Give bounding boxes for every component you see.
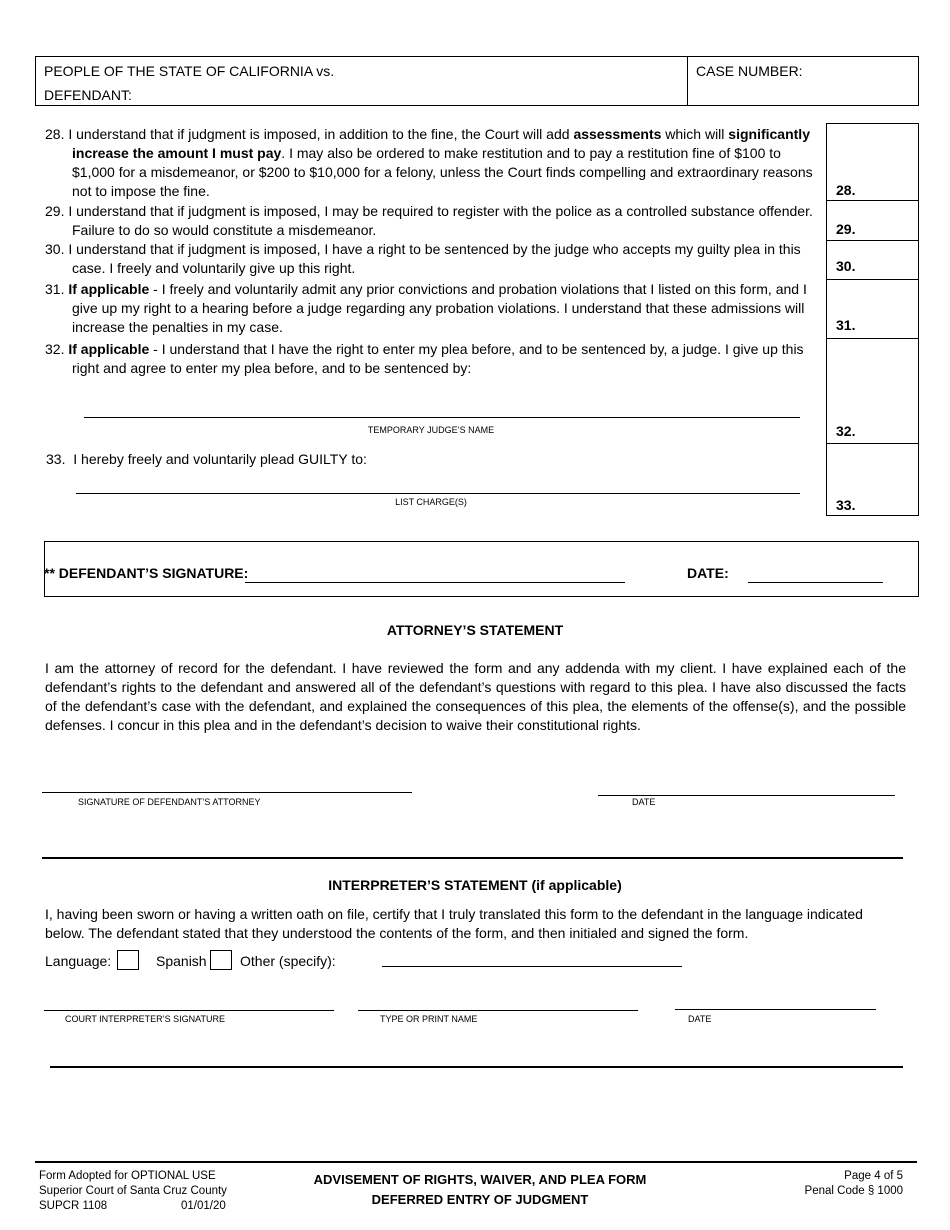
interpreter-statement-title: INTERPRETER’S STATEMENT (if applicable) (328, 877, 622, 893)
initials-box-29[interactable]: 29. (836, 221, 856, 237)
section-divider (50, 1066, 903, 1068)
item-number: 33. (46, 451, 66, 467)
form-title-line-2: DEFERRED ENTRY OF JUDGMENT (371, 1192, 589, 1207)
court-name: Superior Court of Santa Cruz County (39, 1185, 227, 1197)
interpreter-date-line[interactable] (675, 1009, 876, 1010)
attorney-signature-line[interactable] (42, 792, 412, 793)
spanish-checkbox[interactable] (210, 950, 232, 970)
interpreter-signature-label: COURT INTERPRETER’S SIGNATURE (65, 1014, 226, 1024)
charges-line[interactable] (76, 493, 800, 494)
initials-divider (826, 200, 919, 201)
attorney-statement-text: I am the attorney of record for the defendant. I have reviewed the form and any addenda with my client. I have explained each of the defendant’s rights to the defendant and answered all of the defendant’s questions with regard to this plea. I have also discussed the facts of the defendant’s case with the defendant, and explained the consequences of this plea, the elements of the offense(s), and the possible defenses. I concur in this plea and in the defendant’s decision to waive their constitutional rights. (45, 660, 906, 733)
temporary-judge-name-line[interactable] (84, 417, 800, 418)
form-adopted-text: Form Adopted for OPTIONAL USE (39, 1170, 216, 1182)
people-label: PEOPLE OF THE STATE OF CALIFORNIA vs. (44, 63, 335, 79)
initials-box-31[interactable]: 31. (836, 317, 856, 333)
form-id: SUPCR 1108 (39, 1200, 108, 1212)
spanish-label: Spanish (156, 953, 207, 969)
item-31: 31. If applicable - I freely and voluntarily admit any prior convictions and probation violations that I listed on this form, and I give up my right to a hearing before a judge regarding any probation violations. I understand that these admissions will increase the penalties in my case. (45, 281, 807, 335)
item-number: 30. (45, 241, 65, 257)
initials-box-33[interactable]: 33. (836, 497, 856, 513)
item-number: 28. (45, 126, 65, 142)
item-32: 32. If applicable - I understand that I have the right to enter my plea before, and to be sentenced by, a judge. I give up this right and agree to enter my plea before, and to be sentenced by: (45, 341, 804, 376)
initials-box-30[interactable]: 30. (836, 258, 856, 274)
attorney-date-label: DATE (632, 797, 656, 807)
initials-divider (826, 443, 919, 444)
case-header-divider (687, 56, 688, 106)
footer-left (39, 1169, 239, 1214)
section-divider (42, 857, 903, 859)
item-number: 29. (45, 203, 65, 219)
other-language-line[interactable] (382, 966, 682, 967)
other-specify-label: Other (specify): (240, 953, 336, 969)
interpreter-date-label: DATE (688, 1014, 712, 1024)
footer-right (760, 1169, 903, 1199)
defendant-label: DEFENDANT: (44, 87, 132, 103)
form-date: 01/01/20 (181, 1200, 226, 1212)
case-number-label: CASE NUMBER: (696, 63, 803, 79)
initials-divider (826, 279, 919, 280)
language-checkbox[interactable] (117, 950, 139, 970)
penal-code: Penal Code § 1000 (804, 1185, 903, 1197)
form-title-line-1: ADVISEMENT OF RIGHTS, WAIVER, AND PLEA FORM (313, 1172, 647, 1187)
footer-rule (35, 1161, 917, 1163)
item-33: 33. I hereby freely and voluntarily plead GUILTY to: (46, 451, 367, 467)
defendant-date-line[interactable] (748, 582, 883, 583)
item-28: 28. I understand that if judgment is imposed, in addition to the fine, the Court will add assessments which will significantly increase the amount I must pay. I may also be ordered to make restitution and to pay a restitution fine of $100 to $1,000 for a misdemeanor, or $200 to $10,000 for a felony, unless the Court finds compelling and extraordinary reasons not to impose the fine. (45, 126, 813, 199)
item-number: 32. (45, 341, 65, 357)
defendant-date-label: DATE: (687, 565, 729, 581)
interpreter-statement-text: I, having been sworn or having a written oath on file, certify that I truly translated this form to the defendant in the language indicated below. The defendant stated that they understood the contents of the form, and then initialed and signed the form. (45, 906, 863, 941)
interpreter-name-label: TYPE OR PRINT NAME (380, 1014, 478, 1024)
initials-divider (826, 338, 919, 339)
item-30: 30. I understand that if judgment is imposed, I have a right to be sentenced by the judge who accepts my guilty plea in this case. I freely and voluntarily give up this right. (45, 241, 801, 276)
defendant-signature-line[interactable] (245, 582, 625, 583)
form-id-row (39, 1199, 239, 1214)
attorney-statement-title: ATTORNEY’S STATEMENT (386, 622, 564, 638)
language-label: Language: (45, 953, 112, 969)
charges-label: LIST CHARGE(S) (395, 497, 467, 507)
attorney-signature-label: SIGNATURE OF DEFENDANT’S ATTORNEY (78, 797, 261, 807)
footer-title (250, 1170, 710, 1210)
initials-divider (826, 240, 919, 241)
interpreter-name-line[interactable] (358, 1010, 638, 1011)
initials-box-32[interactable]: 32. (836, 423, 856, 439)
item-29: 29. I understand that if judgment is imposed, I may be required to register with the police as a controlled substance offender. Failure to do so would constitute a misdemeanor. (45, 203, 813, 238)
attorney-date-line[interactable] (598, 795, 895, 796)
item-number: 31. (45, 281, 65, 297)
temporary-judge-name-label: TEMPORARY JUDGE’S NAME (367, 425, 495, 435)
initials-box-28[interactable]: 28. (836, 182, 856, 198)
page-number: Page 4 of 5 (844, 1170, 903, 1182)
defendant-signature-label: ** DEFENDANT’S SIGNATURE: (44, 565, 249, 581)
interpreter-signature-line[interactable] (44, 1010, 334, 1011)
